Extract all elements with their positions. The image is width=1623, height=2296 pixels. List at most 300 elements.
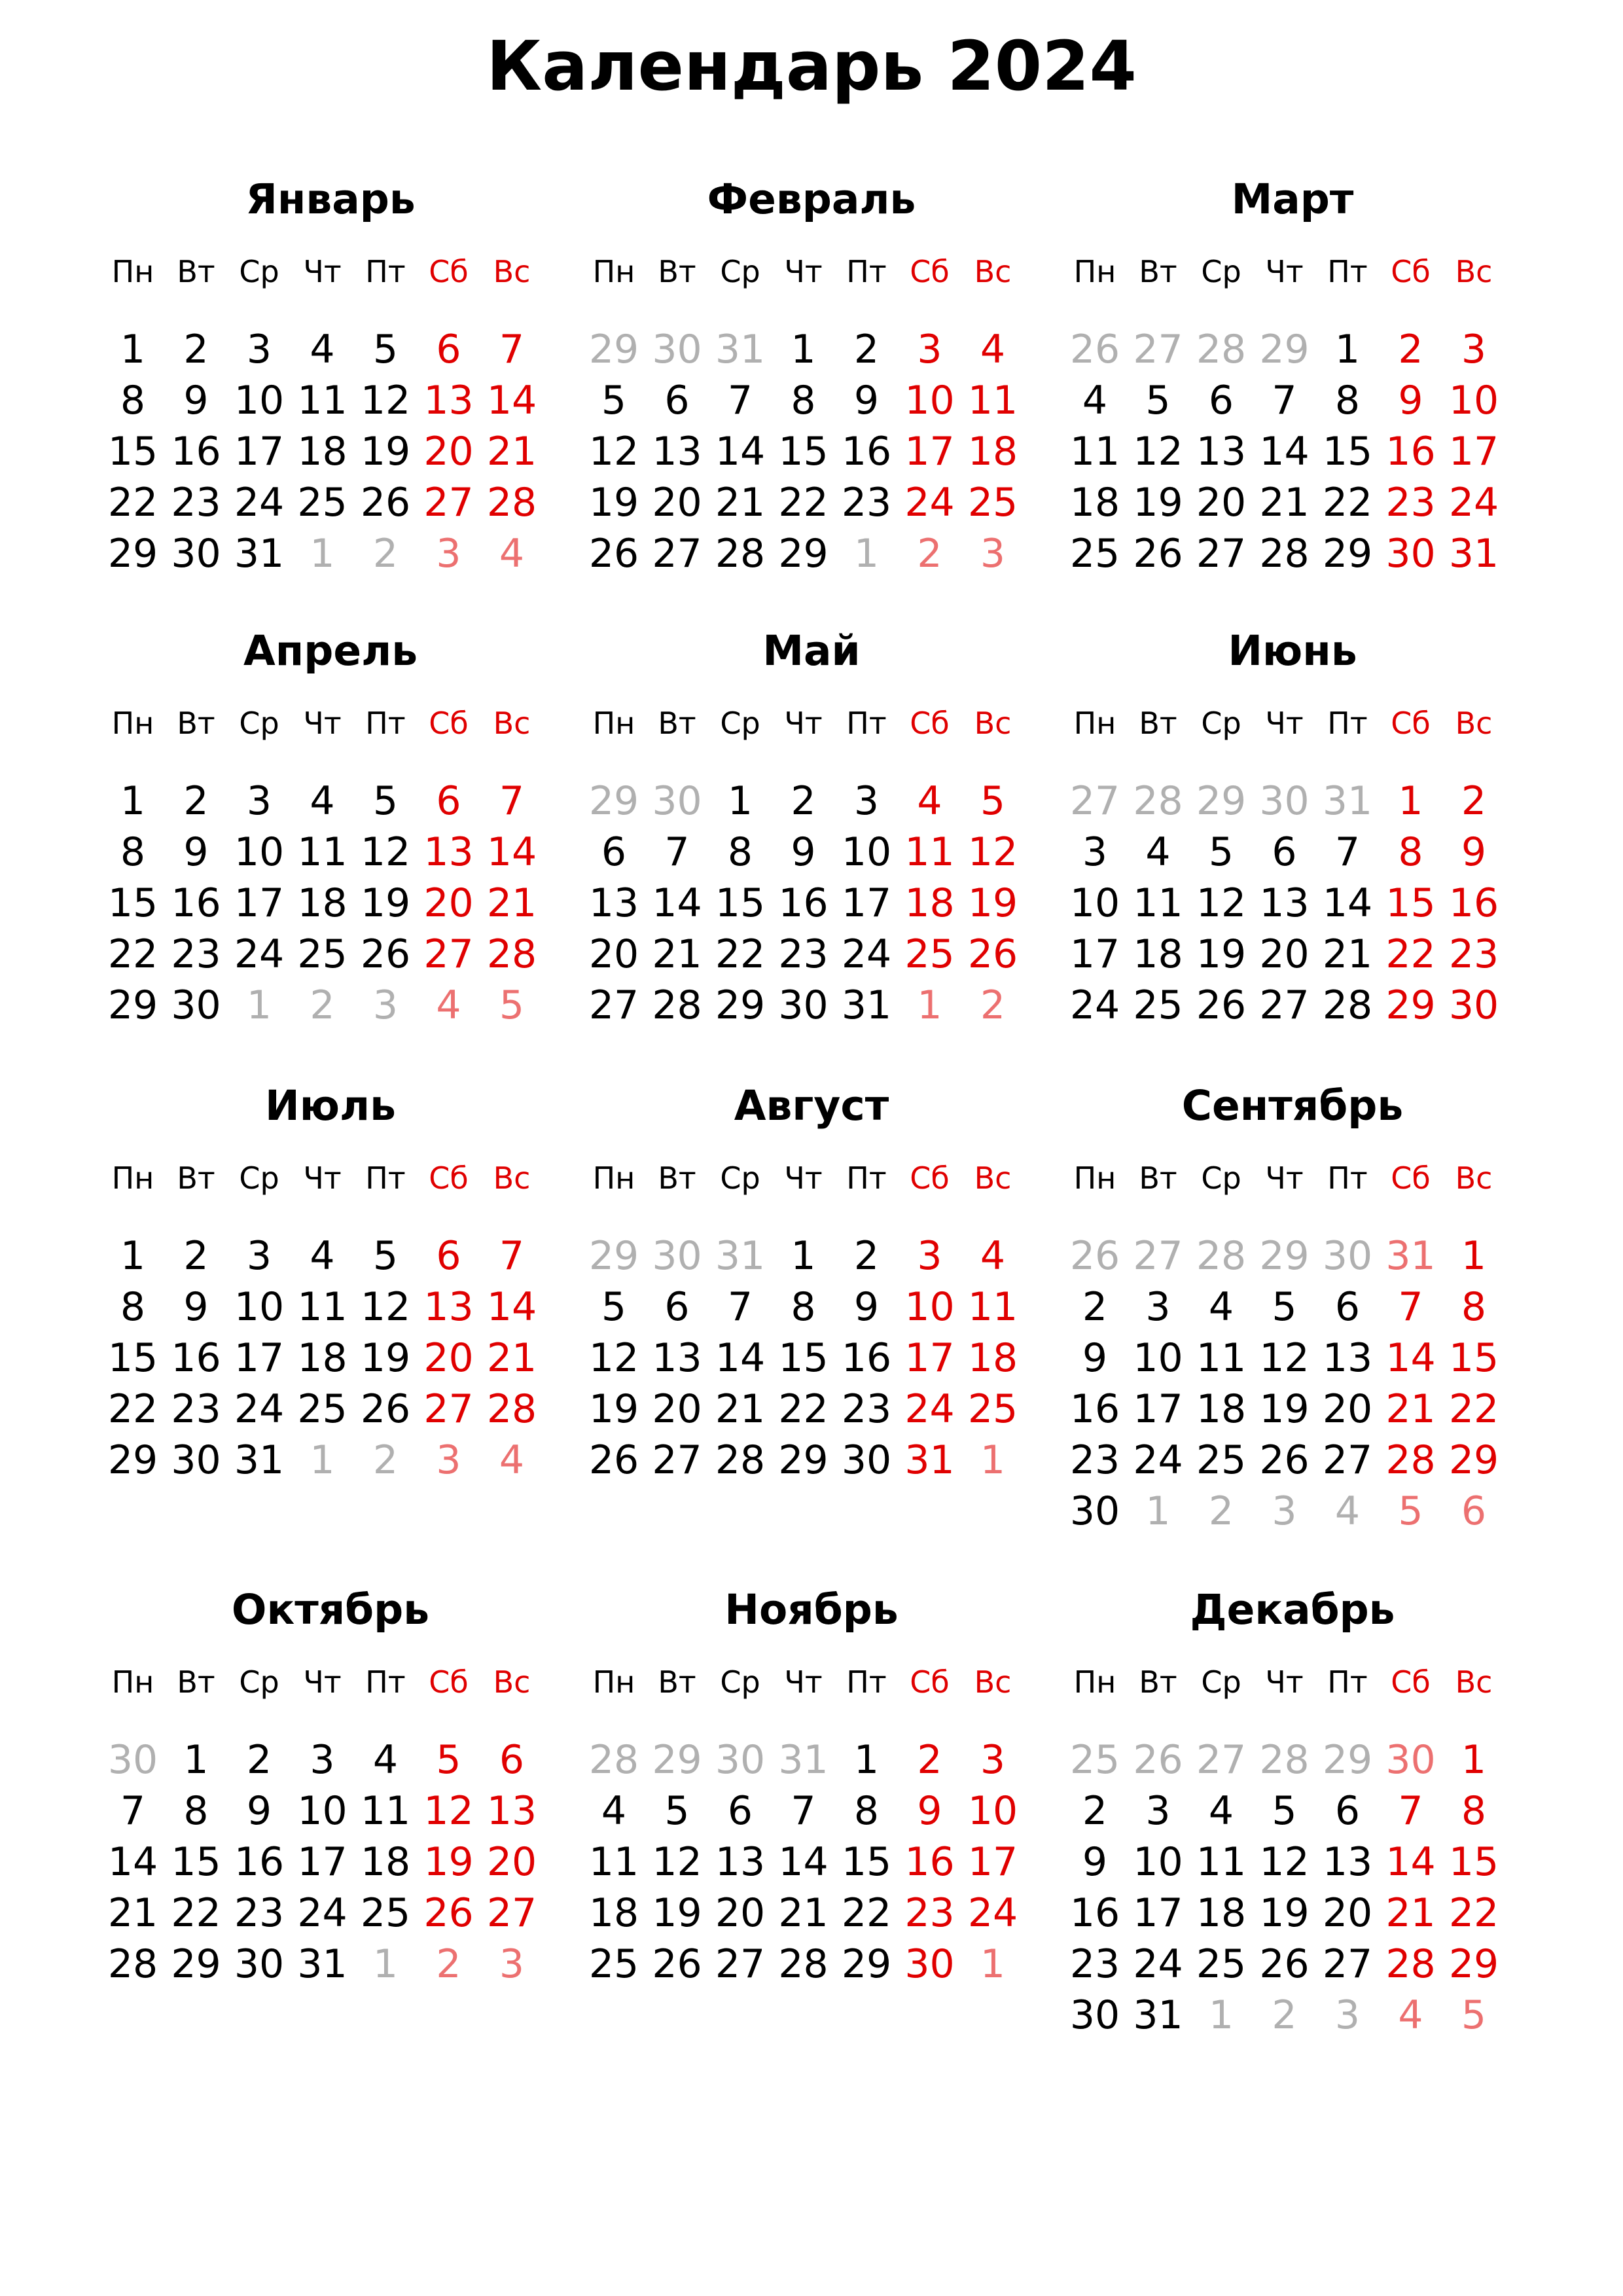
day-cell: 14 — [1259, 429, 1310, 475]
day-cell: 24 — [1069, 982, 1120, 1028]
day-cell: 30 — [1385, 531, 1436, 577]
day-cell: 7 — [499, 778, 525, 824]
day-cell: 22 — [778, 1386, 829, 1432]
adjacent-month-day: 29 — [1259, 1233, 1310, 1279]
weekday-header: Пт — [365, 706, 406, 741]
weekday-header: Пн — [1073, 1664, 1116, 1700]
weekday-header: Вт — [658, 1664, 696, 1700]
adjacent-month-day: 25 — [1069, 1737, 1120, 1783]
day-cell: 20 — [588, 931, 639, 977]
day-cell: 13 — [1196, 429, 1247, 475]
day-cell: 1 — [1398, 778, 1423, 824]
day-cell: 15 — [1448, 1839, 1499, 1885]
weekday-header: Пн — [592, 1160, 635, 1196]
day-cell: 17 — [904, 429, 955, 475]
month-title: Сентябрь — [1181, 1082, 1404, 1130]
weekday-header: Сб — [429, 706, 469, 741]
day-cell: 28 — [715, 1437, 766, 1483]
day-cell: 26 — [360, 931, 411, 977]
day-cell: 5 — [664, 1788, 690, 1834]
adjacent-month-day: 4 — [499, 531, 525, 577]
day-cell: 11 — [297, 1284, 348, 1330]
weekday-header: Вт — [658, 254, 696, 289]
weekday-header: Вс — [493, 1160, 531, 1196]
weekday-header: Ср — [1201, 1160, 1241, 1196]
day-cell: 4 — [601, 1788, 627, 1834]
day-cell: 25 — [967, 1386, 1018, 1432]
day-cell: 30 — [778, 982, 829, 1028]
adjacent-month-day: 3 — [436, 1437, 461, 1483]
day-cell: 29 — [778, 1437, 829, 1483]
day-cell: 4 — [1082, 378, 1108, 423]
month-title: Март — [1231, 175, 1354, 223]
weekday-header: Чт — [303, 254, 342, 289]
weekday-header: Вт — [1139, 1160, 1177, 1196]
weekday-header: Ср — [239, 254, 279, 289]
day-cell: 28 — [778, 1941, 829, 1987]
day-cell: 25 — [297, 480, 348, 526]
day-cell: 15 — [171, 1839, 221, 1885]
day-cell: 18 — [904, 880, 955, 926]
day-cell: 6 — [1334, 1788, 1361, 1834]
day-cell: 29 — [778, 531, 829, 577]
day-cell: 28 — [1385, 1941, 1436, 1987]
day-cell: 10 — [234, 378, 285, 423]
day-cell: 19 — [588, 480, 639, 526]
weekday-header: Ср — [1201, 254, 1241, 289]
day-cell: 4 — [980, 1233, 1006, 1279]
day-cell: 22 — [107, 931, 158, 977]
day-cell: 22 — [841, 1890, 892, 1936]
day-cell: 24 — [841, 931, 892, 977]
day-cell: 4 — [372, 1737, 399, 1783]
day-cell: 19 — [1259, 1386, 1310, 1432]
day-cell: 20 — [1196, 480, 1247, 526]
day-cell: 22 — [778, 480, 829, 526]
day-cell: 9 — [183, 829, 209, 875]
weekday-header: Ср — [239, 706, 279, 741]
day-cell: 2 — [1398, 327, 1423, 372]
adjacent-month-day: 1 — [372, 1941, 399, 1987]
weekday-header: Вт — [1139, 706, 1177, 741]
day-cell: 28 — [486, 480, 537, 526]
day-cell: 30 — [1448, 982, 1499, 1028]
day-cell: 29 — [171, 1941, 221, 1987]
day-cell: 10 — [234, 829, 285, 875]
day-cell: 8 — [1461, 1284, 1487, 1330]
weekday-header: Пт — [1327, 1664, 1368, 1700]
day-cell: 11 — [360, 1788, 411, 1834]
day-cell: 23 — [1069, 1437, 1120, 1483]
adjacent-month-day: 30 — [1259, 778, 1310, 824]
weekday-header: Сб — [910, 706, 950, 741]
day-cell: 27 — [423, 1386, 474, 1432]
day-cell: 24 — [1133, 1437, 1183, 1483]
day-cell: 26 — [1196, 982, 1247, 1028]
weekday-header: Сб — [910, 1160, 950, 1196]
adjacent-month-day: 28 — [1196, 327, 1247, 372]
day-cell: 15 — [1448, 1335, 1499, 1381]
adjacent-month-day: 28 — [588, 1737, 639, 1783]
month-title: Май — [762, 627, 861, 675]
day-cell: 14 — [1322, 880, 1373, 926]
day-cell: 15 — [715, 880, 766, 926]
adjacent-month-day: 28 — [1259, 1737, 1310, 1783]
day-cell: 5 — [372, 1233, 399, 1279]
day-cell: 16 — [234, 1839, 285, 1885]
day-cell: 22 — [1322, 480, 1373, 526]
day-cell: 6 — [436, 778, 461, 824]
day-cell: 9 — [917, 1788, 942, 1834]
day-cell: 19 — [1259, 1890, 1310, 1936]
adjacent-month-day: 3 — [436, 531, 461, 577]
day-cell: 11 — [1069, 429, 1120, 475]
adjacent-month-day: 6 — [1461, 1488, 1487, 1534]
month-title: Июнь — [1228, 627, 1357, 675]
day-cell: 24 — [297, 1890, 348, 1936]
day-cell: 2 — [917, 1737, 942, 1783]
adjacent-month-day: 2 — [1208, 1488, 1234, 1534]
day-cell: 28 — [486, 931, 537, 977]
day-cell: 10 — [1133, 1839, 1183, 1885]
day-cell: 23 — [234, 1890, 285, 1936]
day-cell: 30 — [1069, 1992, 1120, 2038]
day-cell: 25 — [904, 931, 955, 977]
day-cell: 29 — [841, 1941, 892, 1987]
day-cell: 15 — [841, 1839, 892, 1885]
day-cell: 8 — [183, 1788, 209, 1834]
day-cell: 20 — [652, 1386, 702, 1432]
day-cell: 20 — [423, 1335, 474, 1381]
day-cell: 15 — [107, 1335, 158, 1381]
adjacent-month-day: 1 — [980, 1941, 1006, 1987]
day-cell: 5 — [436, 1737, 461, 1783]
day-cell: 1 — [791, 327, 816, 372]
adjacent-month-day: 26 — [1069, 327, 1120, 372]
adjacent-month-day: 30 — [1322, 1233, 1373, 1279]
adjacent-month-day: 1 — [853, 531, 880, 577]
day-cell: 28 — [1259, 531, 1310, 577]
weekday-header: Вт — [1139, 254, 1177, 289]
adjacent-month-day: 1 — [1208, 1992, 1234, 2038]
adjacent-month-day: 31 — [1385, 1233, 1436, 1279]
day-cell: 20 — [652, 480, 702, 526]
day-cell: 14 — [715, 1335, 766, 1381]
weekday-header: Вс — [1455, 1160, 1493, 1196]
weekday-header: Чт — [303, 706, 342, 741]
day-cell: 23 — [171, 1386, 221, 1432]
day-cell: 13 — [588, 880, 639, 926]
day-cell: 18 — [1196, 1890, 1247, 1936]
day-cell: 21 — [486, 1335, 537, 1381]
day-cell: 26 — [360, 480, 411, 526]
adjacent-month-day: 3 — [499, 1941, 525, 1987]
day-cell: 31 — [1448, 531, 1499, 577]
day-cell: 11 — [1196, 1335, 1247, 1381]
day-cell: 23 — [171, 480, 221, 526]
day-cell: 13 — [715, 1839, 766, 1885]
adjacent-month-day: 1 — [1145, 1488, 1171, 1534]
day-cell: 3 — [917, 327, 942, 372]
day-cell: 9 — [1398, 378, 1423, 423]
day-cell: 30 — [171, 982, 221, 1028]
day-cell: 17 — [1448, 429, 1499, 475]
adjacent-month-day: 26 — [1133, 1737, 1183, 1783]
day-cell: 11 — [904, 829, 955, 875]
day-cell: 17 — [904, 1335, 955, 1381]
day-cell: 16 — [171, 1335, 221, 1381]
day-cell: 13 — [1322, 1335, 1373, 1381]
day-cell: 3 — [1145, 1284, 1171, 1330]
day-cell: 5 — [1272, 1284, 1297, 1330]
day-cell: 8 — [727, 829, 753, 875]
day-cell: 18 — [297, 429, 348, 475]
day-cell: 24 — [234, 480, 285, 526]
weekday-header: Сб — [429, 1160, 469, 1196]
day-cell: 18 — [588, 1890, 639, 1936]
weekday-header: Вс — [1455, 706, 1493, 741]
day-cell: 15 — [1322, 429, 1373, 475]
day-cell: 1 — [120, 778, 146, 824]
day-cell: 15 — [107, 429, 158, 475]
weekday-header: Вт — [177, 254, 215, 289]
day-cell: 16 — [841, 429, 892, 475]
day-cell: 14 — [1385, 1839, 1436, 1885]
day-cell: 16 — [1069, 1386, 1120, 1432]
day-cell: 4 — [310, 1233, 335, 1279]
weekday-header: Чт — [1265, 1160, 1304, 1196]
day-cell: 8 — [791, 1284, 816, 1330]
weekday-header: Вс — [493, 706, 531, 741]
adjacent-month-day: 2 — [917, 531, 942, 577]
weekday-header: Пн — [111, 1664, 154, 1700]
day-cell: 8 — [120, 1284, 146, 1330]
adjacent-month-day: 27 — [1133, 327, 1183, 372]
day-cell: 14 — [107, 1839, 158, 1885]
day-cell: 28 — [1385, 1437, 1436, 1483]
day-cell: 26 — [967, 931, 1018, 977]
day-cell: 23 — [841, 480, 892, 526]
day-cell: 21 — [652, 931, 702, 977]
day-cell: 10 — [904, 1284, 955, 1330]
weekday-header: Вт — [177, 706, 215, 741]
day-cell: 25 — [297, 931, 348, 977]
day-cell: 17 — [234, 429, 285, 475]
day-cell: 31 — [297, 1941, 348, 1987]
day-cell: 26 — [1259, 1437, 1310, 1483]
day-cell: 4 — [980, 327, 1006, 372]
day-cell: 31 — [234, 1437, 285, 1483]
day-cell: 6 — [664, 1284, 690, 1330]
day-cell: 30 — [171, 1437, 221, 1483]
day-cell: 9 — [791, 829, 816, 875]
day-cell: 5 — [601, 1284, 627, 1330]
day-cell: 3 — [853, 778, 880, 824]
day-cell: 19 — [967, 880, 1018, 926]
weekday-header: Ср — [720, 706, 760, 741]
day-cell: 29 — [1385, 982, 1436, 1028]
day-cell: 23 — [904, 1890, 955, 1936]
day-cell: 31 — [841, 982, 892, 1028]
adjacent-month-day: 31 — [778, 1737, 829, 1783]
day-cell: 29 — [1322, 531, 1373, 577]
day-cell: 30 — [841, 1437, 892, 1483]
adjacent-month-day: 31 — [715, 1233, 766, 1279]
adjacent-month-day: 2 — [1272, 1992, 1297, 2038]
day-cell: 8 — [120, 829, 146, 875]
day-cell: 12 — [652, 1839, 702, 1885]
day-cell: 8 — [120, 378, 146, 423]
day-cell: 7 — [727, 1284, 753, 1330]
weekday-header: Сб — [1391, 254, 1431, 289]
day-cell: 11 — [1133, 880, 1183, 926]
page-title: Календарь 2024 — [486, 26, 1137, 106]
day-cell: 20 — [1322, 1386, 1373, 1432]
day-cell: 28 — [715, 531, 766, 577]
day-cell: 24 — [1448, 480, 1499, 526]
adjacent-month-day: 4 — [1398, 1992, 1423, 2038]
adjacent-month-day: 3 — [372, 982, 399, 1028]
adjacent-month-day: 28 — [1196, 1233, 1247, 1279]
day-cell: 20 — [1322, 1890, 1373, 1936]
adjacent-month-day: 4 — [436, 982, 461, 1028]
day-cell: 14 — [778, 1839, 829, 1885]
adjacent-month-day: 27 — [1069, 778, 1120, 824]
adjacent-month-day: 30 — [715, 1737, 766, 1783]
month-title: Ноябрь — [724, 1586, 899, 1634]
day-cell: 5 — [1208, 829, 1234, 875]
adjacent-month-day: 29 — [588, 778, 639, 824]
day-cell: 14 — [715, 429, 766, 475]
weekday-header: Сб — [1391, 1160, 1431, 1196]
day-cell: 3 — [246, 778, 272, 824]
weekday-header: Пт — [846, 254, 887, 289]
day-cell: 16 — [1448, 880, 1499, 926]
day-cell: 29 — [107, 982, 158, 1028]
day-cell: 15 — [778, 1335, 829, 1381]
day-cell: 22 — [1385, 931, 1436, 977]
day-cell: 6 — [727, 1788, 753, 1834]
day-cell: 2 — [853, 1233, 880, 1279]
day-cell: 28 — [107, 1941, 158, 1987]
day-cell: 2 — [1082, 1788, 1108, 1834]
day-cell: 19 — [652, 1890, 702, 1936]
day-cell: 12 — [360, 1284, 411, 1330]
day-cell: 29 — [1448, 1437, 1499, 1483]
day-cell: 4 — [1208, 1788, 1234, 1834]
day-cell: 14 — [1385, 1335, 1436, 1381]
day-cell: 8 — [853, 1788, 880, 1834]
day-cell: 24 — [234, 931, 285, 977]
weekday-header: Чт — [1265, 254, 1304, 289]
month-title: Апрель — [243, 627, 418, 675]
month-title: Июль — [265, 1082, 396, 1130]
day-cell: 7 — [499, 327, 525, 372]
day-cell: 6 — [1272, 829, 1297, 875]
day-cell: 4 — [310, 327, 335, 372]
weekday-header: Вс — [974, 706, 1012, 741]
weekday-header: Ср — [1201, 706, 1241, 741]
adjacent-month-day: 28 — [1133, 778, 1183, 824]
weekday-header: Сб — [910, 254, 950, 289]
day-cell: 25 — [297, 1386, 348, 1432]
month-title: Декабрь — [1190, 1586, 1395, 1634]
weekday-header: Вт — [658, 1160, 696, 1196]
day-cell: 2 — [1082, 1284, 1108, 1330]
day-cell: 12 — [1259, 1335, 1310, 1381]
weekday-header: Ср — [720, 1664, 760, 1700]
day-cell: 11 — [588, 1839, 639, 1885]
day-cell: 6 — [1334, 1284, 1361, 1330]
day-cell: 27 — [486, 1890, 537, 1936]
adjacent-month-day: 31 — [715, 327, 766, 372]
day-cell: 25 — [1196, 1437, 1247, 1483]
weekday-header: Пт — [846, 706, 887, 741]
day-cell: 10 — [297, 1788, 348, 1834]
day-cell: 7 — [791, 1788, 816, 1834]
adjacent-month-day: 1 — [917, 982, 942, 1028]
day-cell: 7 — [1398, 1788, 1423, 1834]
day-cell: 27 — [423, 480, 474, 526]
adjacent-month-day: 2 — [980, 982, 1006, 1028]
day-cell: 19 — [1133, 480, 1183, 526]
day-cell: 6 — [499, 1737, 525, 1783]
day-cell: 7 — [499, 1233, 525, 1279]
day-cell: 23 — [171, 931, 221, 977]
day-cell: 22 — [1448, 1890, 1499, 1936]
day-cell: 9 — [853, 378, 880, 423]
day-cell: 6 — [436, 327, 461, 372]
weekday-header: Пт — [365, 1160, 406, 1196]
day-cell: 19 — [360, 1335, 411, 1381]
weekday-header: Чт — [303, 1160, 342, 1196]
day-cell: 2 — [1461, 778, 1487, 824]
day-cell: 11 — [967, 378, 1018, 423]
day-cell: 14 — [486, 829, 537, 875]
day-cell: 18 — [967, 429, 1018, 475]
day-cell: 21 — [486, 429, 537, 475]
day-cell: 30 — [1069, 1488, 1120, 1534]
day-cell: 31 — [1133, 1992, 1183, 2038]
day-cell: 22 — [107, 1386, 158, 1432]
weekday-header: Сб — [1391, 706, 1431, 741]
day-cell: 25 — [588, 1941, 639, 1987]
day-cell: 25 — [1196, 1941, 1247, 1987]
day-cell: 16 — [1069, 1890, 1120, 1936]
month-title: Август — [734, 1082, 889, 1130]
day-cell: 6 — [664, 378, 690, 423]
weekday-header: Ср — [720, 254, 760, 289]
day-cell: 15 — [778, 429, 829, 475]
day-cell: 21 — [486, 880, 537, 926]
day-cell: 27 — [1196, 531, 1247, 577]
weekday-header: Чт — [1265, 706, 1304, 741]
day-cell: 1 — [853, 1737, 880, 1783]
adjacent-month-day: 30 — [107, 1737, 158, 1783]
day-cell: 1 — [1461, 1233, 1487, 1279]
day-cell: 12 — [967, 829, 1018, 875]
weekday-header: Вт — [177, 1664, 215, 1700]
day-cell: 8 — [1461, 1788, 1487, 1834]
day-cell: 1 — [1461, 1737, 1487, 1783]
day-cell: 20 — [486, 1839, 537, 1885]
day-cell: 17 — [1069, 931, 1120, 977]
weekday-header: Сб — [910, 1664, 950, 1700]
day-cell: 5 — [372, 778, 399, 824]
day-cell: 27 — [1322, 1941, 1373, 1987]
day-cell: 25 — [967, 480, 1018, 526]
day-cell: 1 — [1334, 327, 1361, 372]
